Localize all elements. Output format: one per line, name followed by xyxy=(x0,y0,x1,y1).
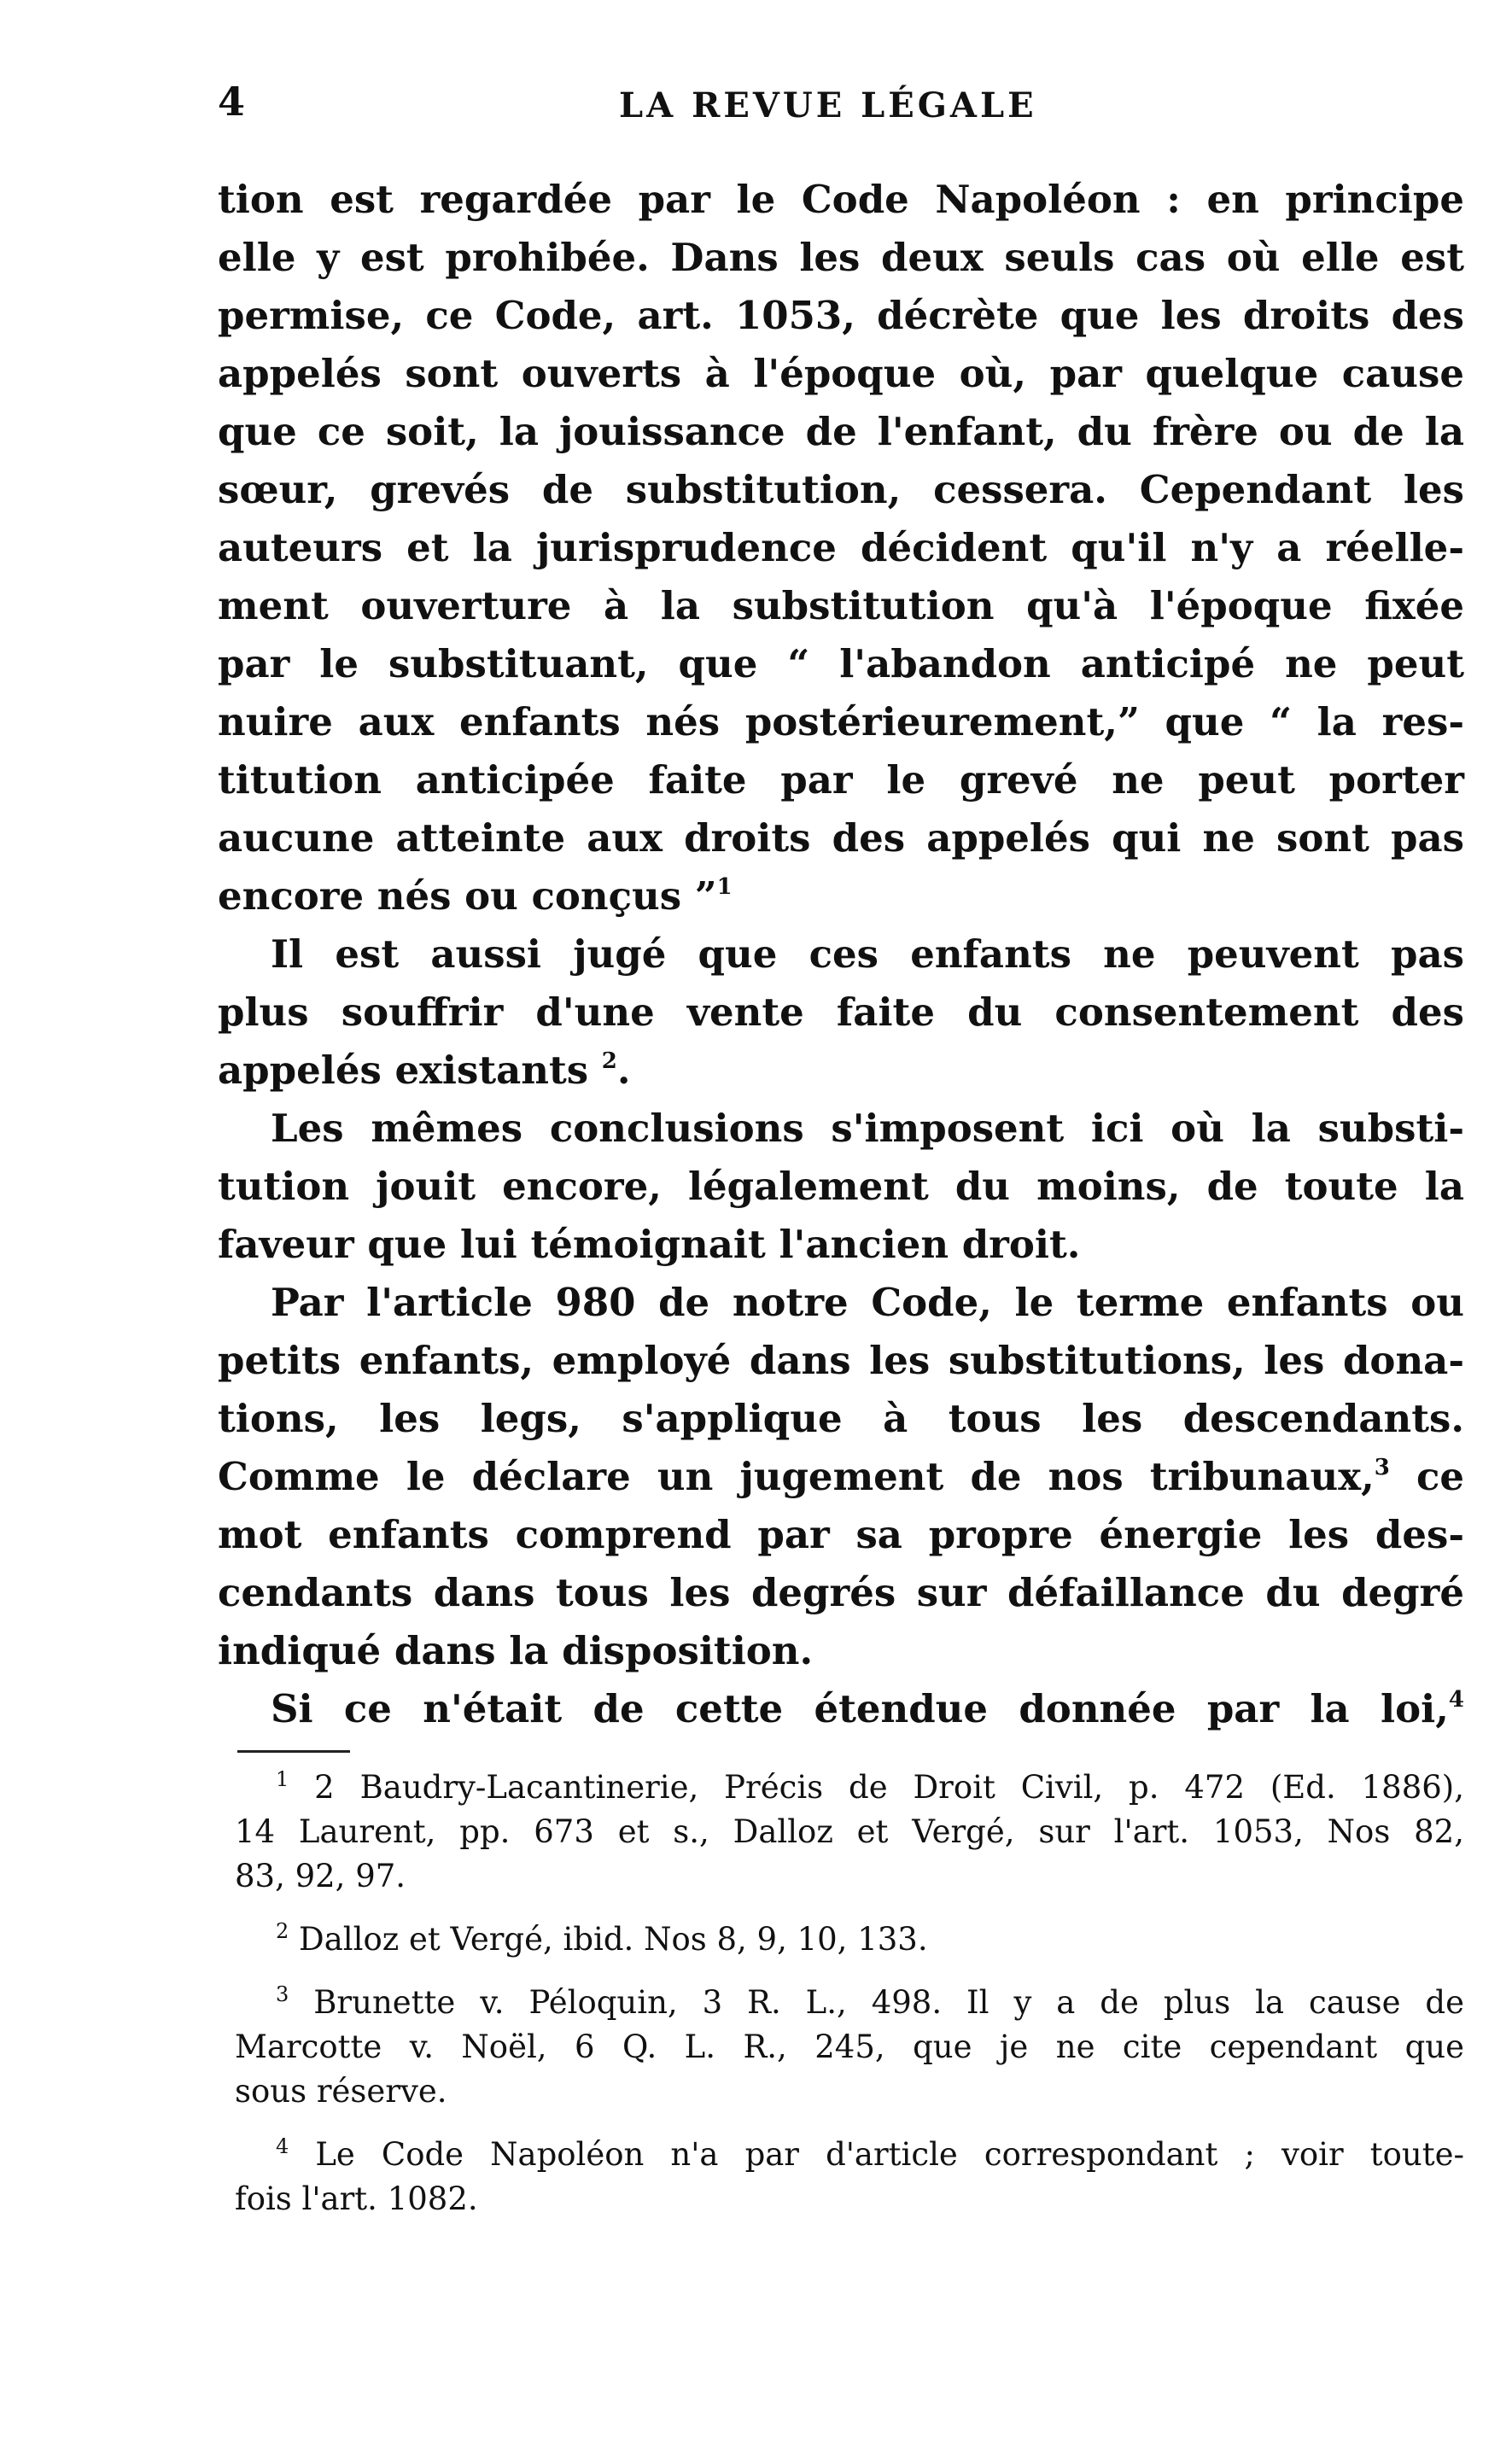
footnote-gap xyxy=(235,1962,1464,1981)
body-line: mot enfants comprend par sa propre énergie les des- xyxy=(218,1512,1464,1557)
footnote-mark: 1 xyxy=(276,1767,289,1791)
body-line: Par l'article 980 de notre Code, le terme enfants ou xyxy=(271,1280,1464,1325)
body-line: nuire aux enfants nés postérieurement,” que “ la res- xyxy=(218,699,1464,744)
footnote-mark: 2 xyxy=(276,1919,289,1943)
footnote-text: Dalloz et Vergé, ibid. Nos 8, 9, 10, 133. xyxy=(299,1921,928,1958)
body-line: que ce soit, la jouissance de l'enfant, du frère ou de la xyxy=(218,409,1464,454)
footnote-1 xyxy=(235,1766,1464,1899)
footnote-mark: 3 xyxy=(276,1982,289,2006)
body-line: cendants dans tous les degrés sur défaillance du degré xyxy=(218,1570,1464,1615)
page-header xyxy=(218,79,1464,130)
body-line: elle y est prohibée. Dans les deux seuls cas où elle est xyxy=(218,235,1464,280)
body-line-tail: ce xyxy=(1416,1454,1464,1499)
footnote-text: 2 Baudry-Lacantinerie, Précis de Droit Civil, p. 472 (Ed. 1886), xyxy=(314,1769,1464,1806)
footnote-gap xyxy=(235,2114,1464,2133)
body-line xyxy=(218,1042,1464,1100)
body-line: faveur que lui témoignait l'ancien droit. xyxy=(218,1222,1081,1267)
page-number: 4 xyxy=(218,79,246,125)
footnote-line: 83, 92, 97. xyxy=(235,1858,406,1894)
footnote-ref-4: 4 xyxy=(1448,1687,1464,1713)
footnote-ref-2: 2 xyxy=(601,1048,617,1074)
body-line-text: encore nés ou conçus ” xyxy=(218,873,717,919)
body-line-text: Si ce n'était de cette étendue donnée par la loi, xyxy=(271,1686,1449,1731)
body-line: indiqué dans la disposition. xyxy=(218,1628,814,1673)
body-line-text: Comme le déclare un jugement de nos tribunaux, xyxy=(218,1454,1375,1499)
body-line-text: appelés existants xyxy=(218,1048,589,1093)
footnote-4 xyxy=(235,2133,1464,2221)
footnote-line: fois l'art. 1082. xyxy=(235,2180,478,2217)
body-line: Les mêmes conclusions s'imposent ici où la substi- xyxy=(271,1106,1464,1151)
footnote-line xyxy=(235,1766,1464,1810)
footnote-gap xyxy=(235,1899,1464,1918)
body-line xyxy=(218,1448,1464,1506)
footnote-2 xyxy=(235,1918,1464,1962)
body-line: appelés sont ouverts à l'époque où, par quelque cause xyxy=(218,351,1464,396)
body-line: auteurs et la jurisprudence décident qu'il n'y a réelle- xyxy=(218,525,1464,570)
body-line: ment ouverture à la substitution qu'à l'époque fixée xyxy=(218,583,1464,628)
footnote-line: 14 Laurent, pp. 673 et s., Dalloz et Vergé, sur l'art. 1053, Nos 82, xyxy=(235,1813,1464,1850)
footnote-line xyxy=(235,1981,1464,2025)
footnote-line: sous réserve. xyxy=(235,2073,447,2110)
footnote-line xyxy=(235,1918,1464,1962)
footnote-line xyxy=(235,2133,1464,2177)
footnote-divider xyxy=(237,1750,350,1753)
body-line: tions, les legs, s'applique à tous les descendants. xyxy=(218,1396,1464,1441)
body-line: tion est regardée par le Code Napoléon : en principe xyxy=(218,177,1464,222)
footnote-ref-3: 3 xyxy=(1374,1455,1390,1480)
body-line: sœur, grevés de substitution, cessera. Cependant les xyxy=(218,467,1464,512)
body-line xyxy=(218,867,1464,925)
footnote-ref-1: 1 xyxy=(716,874,733,900)
body-line: tution jouit encore, légalement du moins, de toute la xyxy=(218,1164,1464,1209)
footnote-text: Le Code Napoléon n'a par d'article correspondant ; voir toute- xyxy=(315,2136,1465,2173)
body-line: titution anticipée faite par le grevé ne peut porter xyxy=(218,757,1464,803)
body-line xyxy=(218,1680,1464,1738)
footnote-3 xyxy=(235,1981,1464,2114)
footnotes xyxy=(235,1766,1464,2221)
body-text xyxy=(218,171,1464,1738)
body-line: aucune atteinte aux droits des appelés qui ne sont pas xyxy=(218,815,1464,861)
body-line: Il est aussi jugé que ces enfants ne peuvent pas xyxy=(271,931,1464,977)
body-line: par le substituant, que “ l'abandon anticipé ne peut xyxy=(218,641,1464,686)
footnote-line: Marcotte v. Noël, 6 Q. L. R., 245, que je ne cite cependant que xyxy=(235,2028,1464,2065)
body-line: plus souffrir d'une vente faite du consentement des xyxy=(218,989,1464,1035)
body-line: petits enfants, employé dans les substitutions, les dona- xyxy=(218,1338,1464,1383)
body-line-tail: . xyxy=(616,1048,631,1093)
footnote-mark: 4 xyxy=(276,2134,289,2158)
body-line: permise, ce Code, art. 1053, décrète que les droits des xyxy=(218,293,1464,338)
running-title: LA REVUE LÉGALE xyxy=(619,85,1037,126)
footnote-text: Brunette v. Péloquin, 3 R. L., 498. Il y a de plus la cause de xyxy=(313,1984,1464,2021)
